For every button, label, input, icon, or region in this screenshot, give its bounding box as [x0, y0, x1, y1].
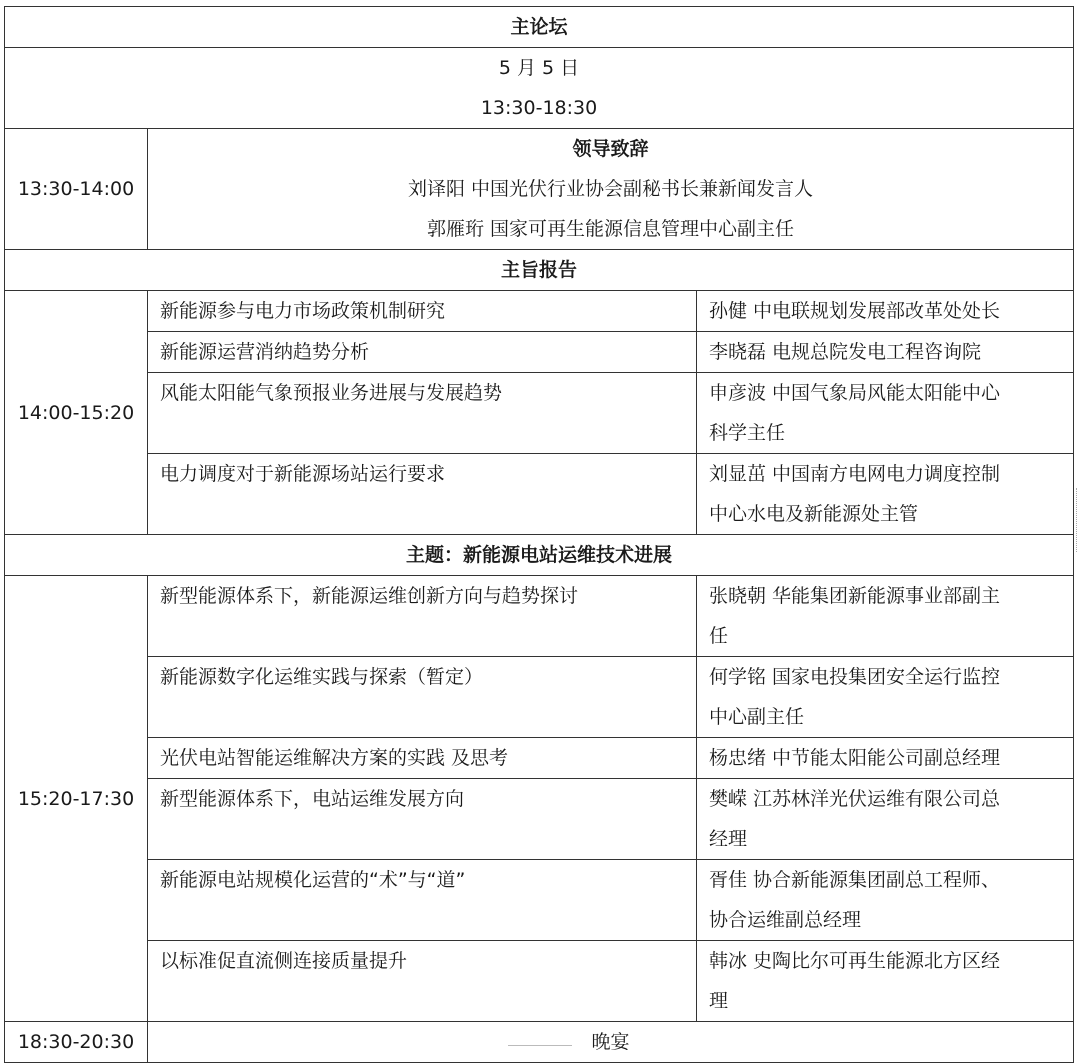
topic-cell — [148, 454, 697, 535]
theme-row — [5, 576, 1074, 657]
speaker-text: 经理 — [709, 828, 748, 850]
agenda-table — [4, 6, 1074, 1063]
theme-row — [5, 941, 1074, 1022]
theme-title: 主题：新能源电站运维技术进展 — [5, 535, 1074, 576]
speaker-text: 韩冰 史陶比尔可再生能源北方区经 — [709, 950, 1001, 972]
dinner-row — [5, 1022, 1074, 1063]
keynote-title-row — [5, 250, 1074, 291]
topic-cell — [148, 657, 697, 738]
topic-cell — [148, 332, 697, 373]
page-edge-mark — [1076, 488, 1080, 552]
speaker-cell — [697, 941, 1074, 1022]
speaker-text: 中心副主任 — [709, 706, 805, 728]
speaker-text: 任 — [709, 625, 729, 647]
opening-title: 领导致辞 — [572, 138, 649, 160]
keynote-row — [5, 454, 1074, 535]
opening-speaker: 郭雁珩 国家可再生能源信息管理中心副主任 — [426, 218, 795, 240]
topic-title: 以标准促直流侧连接质量提升 — [160, 950, 408, 972]
speaker-cell — [697, 657, 1074, 738]
speaker-text: 胥佳 协合新能源集团副总工程师、 — [709, 869, 1001, 891]
speaker-cell — [697, 454, 1074, 535]
theme-title-row — [5, 535, 1074, 576]
theme-row — [5, 657, 1074, 738]
topic-title: 新能源参与电力市场政策机制研究 — [160, 300, 446, 322]
topic-cell — [148, 941, 697, 1022]
speaker-cell — [697, 332, 1074, 373]
speaker-cell — [697, 860, 1074, 941]
page-edge-mark — [508, 1045, 572, 1050]
theme-row — [5, 779, 1074, 860]
keynote-row — [5, 373, 1074, 454]
topic-title: 风能太阳能气象预报业务进展与发展趋势 — [160, 382, 503, 404]
topic-cell — [148, 860, 697, 941]
speaker-cell — [697, 779, 1074, 860]
speaker-text: 樊嵘 江苏林洋光伏运维有限公司总 — [709, 788, 1001, 810]
speaker-cell — [697, 576, 1074, 657]
speaker-text: 协合运维副总经理 — [709, 909, 862, 931]
main-forum-time: 13:30-18:30 — [480, 97, 598, 119]
theme-row — [5, 860, 1074, 941]
dinner-title: 晚宴 — [148, 1022, 1074, 1063]
topic-cell — [148, 738, 697, 779]
keynote-title: 主旨报告 — [5, 250, 1074, 291]
theme-row — [5, 738, 1074, 779]
opening-speaker: 刘译阳 中国光伏行业协会副秘书长兼新闻发言人 — [407, 178, 814, 200]
keynote-row — [5, 332, 1074, 373]
topic-title: 新型能源体系下，电站运维发展方向 — [160, 788, 465, 810]
speaker-text: 中心水电及新能源处主管 — [709, 503, 919, 525]
speaker-text: 李晓磊 电规总院发电工程咨询院 — [709, 341, 982, 363]
topic-title: 新型能源体系下，新能源运维创新方向与趋势探讨 — [160, 585, 579, 607]
dinner-time: 18:30-20:30 — [5, 1022, 148, 1063]
topic-title: 光伏电站智能运维解决方案的实践 及思考 — [160, 747, 509, 769]
topic-title: 新能源电站规模化运营的“术”与“道” — [160, 869, 466, 891]
main-forum-date-row — [5, 48, 1074, 129]
main-forum-date: 5 月 5 日 — [498, 57, 580, 79]
keynote-row — [5, 291, 1074, 332]
speaker-text: 科学主任 — [709, 422, 786, 444]
opening-row — [5, 129, 1074, 250]
topic-cell — [148, 373, 697, 454]
topic-cell — [148, 291, 697, 332]
speaker-text: 孙健 中电联规划发展部改革处处长 — [709, 300, 1001, 322]
theme-time: 15:20-17:30 — [5, 576, 148, 1022]
speaker-text: 申彦波 中国气象局风能太阳能中心 — [709, 382, 1001, 404]
main-forum-title-row — [5, 7, 1074, 48]
speaker-cell — [697, 373, 1074, 454]
speaker-cell — [697, 738, 1074, 779]
speaker-text: 何学铭 国家电投集团安全运行监控 — [709, 666, 1001, 688]
speaker-text: 理 — [709, 990, 729, 1012]
topic-cell — [148, 779, 697, 860]
main-forum-title: 主论坛 — [5, 7, 1074, 48]
keynote-time: 14:00-15:20 — [5, 291, 148, 535]
topic-title: 新能源运营消纳趋势分析 — [160, 341, 370, 363]
topic-cell — [148, 576, 697, 657]
opening-cell — [148, 129, 1074, 250]
main-forum-date-cell — [5, 48, 1074, 129]
topic-title: 新能源数字化运维实践与探索（暂定） — [160, 666, 484, 688]
speaker-text: 刘显茁 中国南方电网电力调度控制 — [709, 463, 1001, 485]
speaker-text: 杨忠绪 中节能太阳能公司副总经理 — [709, 747, 1001, 769]
speaker-cell — [697, 291, 1074, 332]
opening-time: 13:30-14:00 — [5, 129, 148, 250]
topic-title: 电力调度对于新能源场站运行要求 — [160, 463, 446, 485]
speaker-text: 张晓朝 华能集团新能源事业部副主 — [709, 585, 1001, 607]
